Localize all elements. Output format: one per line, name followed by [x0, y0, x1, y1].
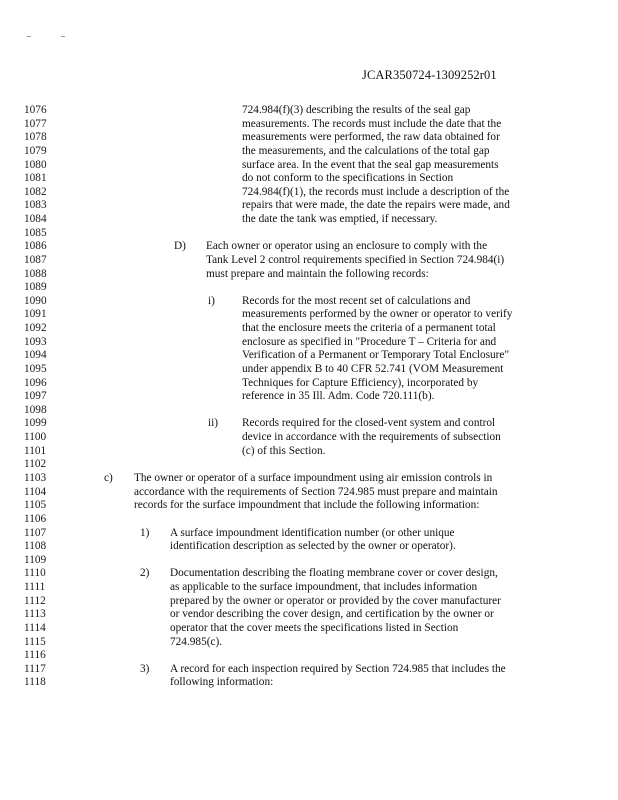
- line-number: 1079: [24, 144, 47, 157]
- list-marker: 3): [140, 662, 150, 675]
- document-line: [0, 336, 618, 349]
- document-line: [0, 540, 618, 553]
- line-number: 1097: [24, 390, 47, 403]
- document-line: [0, 445, 618, 458]
- document-line: [0, 322, 618, 335]
- line-number: 1076: [24, 104, 47, 116]
- line-number: 1112: [24, 594, 46, 607]
- line-text: Tank Level 2 control requirements specified in Section 724.984(i): [206, 253, 505, 266]
- document-line: [0, 554, 618, 567]
- line-number: 1100: [24, 431, 47, 444]
- list-marker: i): [208, 294, 215, 307]
- document-line: [0, 159, 618, 172]
- document-line: [0, 404, 618, 417]
- document-line: [0, 295, 618, 308]
- document-line: [0, 363, 618, 376]
- line-number: 1096: [24, 376, 47, 389]
- line-number: 1083: [24, 199, 47, 212]
- document-line: [0, 527, 618, 540]
- line-text: measurements. The records must include the date that the: [242, 117, 502, 130]
- document-line: [0, 118, 618, 131]
- document-line: [0, 268, 618, 281]
- line-number: 1105: [24, 499, 47, 512]
- line-text: as applicable to the surface impoundment, that includes information: [170, 581, 478, 594]
- document-line: [0, 145, 618, 158]
- document-line: [0, 227, 618, 240]
- line-number: 1117: [24, 662, 46, 675]
- line-number: 1086: [24, 240, 47, 253]
- document-line: [0, 676, 618, 689]
- line-text: Verification of a Permanent or Temporary Total Enclosure": [242, 349, 510, 362]
- list-marker: c): [104, 472, 113, 484]
- document-line: [0, 567, 618, 580]
- document-line: [0, 131, 618, 144]
- line-text: the date the tank was emptied, if necessary.: [242, 213, 438, 226]
- line-text: do not conform to the specifications in Section: [242, 172, 454, 185]
- document-line: [0, 472, 618, 485]
- document-line: [0, 240, 618, 253]
- line-text: repairs that were made, the date the repairs were made, and: [242, 199, 510, 212]
- line-text: following information:: [170, 676, 274, 689]
- line-text: operator that the cover meets the specifications listed in Section: [170, 621, 459, 634]
- document-line: [0, 417, 618, 430]
- line-number: 1092: [24, 322, 47, 335]
- document-line: [0, 608, 618, 621]
- document-line: [0, 486, 618, 499]
- document-line: [0, 172, 618, 185]
- line-number: 1081: [24, 172, 47, 185]
- line-text: 724.984(f)(3) describing the results of the seal gap: [242, 104, 471, 116]
- document-line: [0, 377, 618, 390]
- list-marker: D): [174, 240, 186, 253]
- line-number: 1113: [24, 608, 46, 621]
- line-text: device in accordance with the requirements of subsection: [242, 431, 501, 444]
- line-number: 1089: [24, 281, 47, 294]
- line-number: 1110: [24, 567, 46, 580]
- document-line: [0, 104, 618, 117]
- line-number: 1090: [24, 294, 47, 307]
- document-line: [0, 349, 618, 362]
- line-number: 1088: [24, 267, 47, 280]
- line-number: 1091: [24, 308, 47, 321]
- line-text: measurements performed by the owner or operator to verify: [242, 308, 513, 321]
- line-text: prepared by the owner or operator or provided by the cover manufacturer: [170, 594, 501, 607]
- document-line: [0, 390, 618, 403]
- line-text: 724.984(f)(1), the records must include a description of the: [242, 185, 510, 198]
- line-text: enclosure as specified in "Procedure T – Criteria for and: [242, 335, 497, 348]
- line-number: 1084: [24, 213, 47, 226]
- document-line: [0, 581, 618, 594]
- list-marker: ii): [208, 417, 219, 430]
- line-text: A record for each inspection required by Section 724.985 that includes the: [170, 662, 506, 675]
- line-number: 1098: [24, 403, 47, 416]
- line-number: 1078: [24, 131, 47, 144]
- line-text: identification description as selected by the owner or operator).: [170, 540, 456, 553]
- line-text: The owner or operator of a surface impoundment using air emission controls in: [134, 472, 493, 484]
- line-text: Records for the most recent set of calculations and: [242, 294, 471, 307]
- line-text: (c) of this Section.: [242, 444, 326, 457]
- scan-speck: [27, 36, 31, 37]
- line-number: 1080: [24, 158, 47, 171]
- line-number: 1087: [24, 253, 47, 266]
- line-number: 1094: [24, 349, 47, 362]
- document-line: [0, 254, 618, 267]
- list-marker: 1): [140, 526, 150, 539]
- line-number: 1082: [24, 185, 47, 198]
- line-number: 1115: [24, 635, 46, 648]
- document-line: [0, 649, 618, 662]
- document-line: [0, 431, 618, 444]
- line-number: 1103: [24, 472, 47, 484]
- line-text: reference in 35 Ill. Adm. Code 720.111(b).: [242, 390, 435, 403]
- line-text: Techniques for Capture Efficiency), incorporated by: [242, 376, 479, 389]
- line-text: 724.985(c).: [170, 635, 223, 648]
- line-text: records for the surface impoundment that include the following information:: [134, 499, 480, 512]
- line-number: 1111: [24, 581, 46, 594]
- document-id-header: JCAR350724-1309252r01: [362, 68, 497, 82]
- list-marker: 2): [140, 567, 150, 580]
- document-line: [0, 636, 618, 649]
- line-text: A surface impoundment identification number (or other unique: [170, 526, 455, 539]
- document-line: [0, 186, 618, 199]
- line-number: 1109: [24, 553, 47, 566]
- line-number: 1116: [24, 649, 46, 662]
- line-number: 1099: [24, 417, 47, 430]
- line-text: accordance with the requirements of Section 724.985 must prepare and maintain: [134, 485, 498, 498]
- line-text: that the enclosure meets the criteria of a permanent total: [242, 322, 496, 335]
- document-line: [0, 308, 618, 321]
- line-number: 1102: [24, 458, 47, 471]
- line-text: Records required for the closed-vent system and control: [242, 417, 496, 430]
- document-line: [0, 663, 618, 676]
- line-number: 1118: [24, 676, 46, 689]
- document-line: [0, 213, 618, 226]
- line-number: 1095: [24, 362, 47, 375]
- scan-speck: [61, 36, 65, 37]
- document-line: [0, 622, 618, 635]
- line-number: 1104: [24, 485, 47, 498]
- document-line: [0, 199, 618, 212]
- line-number: 1108: [24, 540, 47, 553]
- line-text: must prepare and maintain the following records:: [206, 267, 429, 280]
- document-line: [0, 458, 618, 471]
- document-line: [0, 499, 618, 512]
- line-number: 1114: [24, 621, 46, 634]
- line-number: 1101: [24, 444, 47, 457]
- line-number: 1093: [24, 335, 47, 348]
- line-number: 1106: [24, 512, 47, 525]
- document-line: [0, 281, 618, 294]
- line-text: surface area. In the event that the seal gap measurements: [242, 158, 499, 171]
- line-text: the measurements, and the calculations of the total gap: [242, 144, 490, 157]
- line-text: Documentation describing the floating membrane cover or cover design,: [170, 567, 498, 580]
- line-text: or vendor describing the cover design, and certification by the owner or: [170, 608, 494, 621]
- line-number: 1085: [24, 226, 47, 239]
- line-text: measurements were performed, the raw data obtained for: [242, 131, 500, 144]
- line-number: 1077: [24, 117, 47, 130]
- document-line: [0, 513, 618, 526]
- line-text: Each owner or operator using an enclosure to comply with the: [206, 240, 488, 253]
- line-text: under appendix B to 40 CFR 52.741 (VOM Measurement: [242, 362, 504, 375]
- document-line: [0, 595, 618, 608]
- line-number: 1107: [24, 526, 47, 539]
